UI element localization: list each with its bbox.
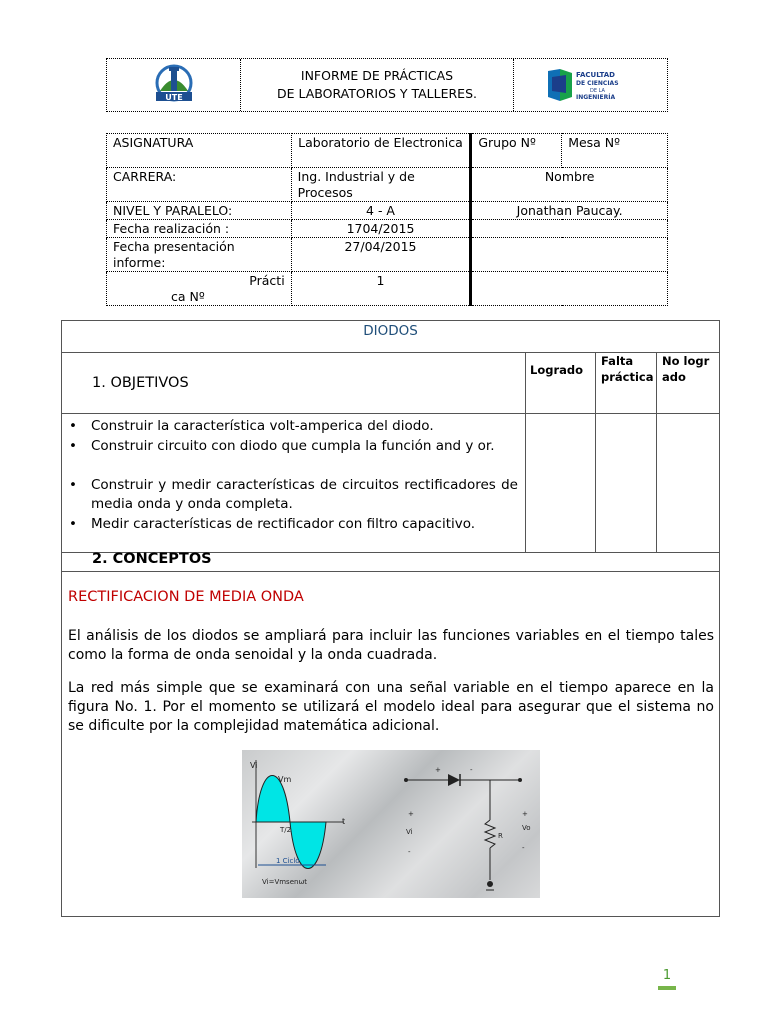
paragraph-2: La red más simple que se examinará con una señal variable en el tiempo aparece en la figura No. 1. Por el momento se utilizará el modelo ideal para asegurar que el sistema no se dificulte por la complejidad matemática adicional.: [68, 680, 714, 734]
fecha-presentacion-value: 27/04/2015: [291, 238, 471, 272]
empty-cell: [471, 238, 668, 272]
divider: [595, 352, 596, 552]
header-title: [241, 59, 514, 111]
fig-ciclo-label: 1 Ciclo: [276, 857, 300, 865]
fig-plus: +: [408, 810, 414, 818]
practica-label-line2: ca Nº: [171, 289, 205, 304]
asignatura-value: Laboratorio de Electronica: [291, 134, 471, 168]
fecha-presentacion-label: Fecha presentación informe:: [107, 238, 292, 272]
ute-logo-cell: [107, 59, 241, 111]
fig-plus: +: [522, 810, 528, 818]
header-title-line2: DE LABORATORIOS Y TALLERES.: [277, 86, 477, 101]
practica-value: 1: [291, 272, 471, 306]
objetivo-4: Medir características de rectificador con filtro capacitivo.: [91, 516, 476, 532]
objetivo-3: Construir y medir características de circuitos rectificadores de media onda y onda completa.: [91, 477, 518, 512]
faculty-logo-line3: DE LA: [589, 88, 605, 94]
asignatura-label: ASIGNATURA: [107, 134, 292, 168]
rectificacion-heading: RECTIFICACION DE MEDIA ONDA: [68, 589, 304, 605]
faculty-logo: [546, 67, 638, 103]
fig-minus: -: [522, 844, 525, 852]
fecha-realizacion-label: Fecha realización :: [107, 220, 292, 238]
page-number: 1: [662, 968, 672, 983]
bullet-icon: •: [69, 477, 77, 493]
section-title-diodos: DIODOS: [363, 323, 418, 339]
ute-logo: [148, 63, 200, 107]
empty-cell: [471, 220, 668, 238]
carrera-value: Ing. Industrial y de Procesos: [291, 168, 471, 202]
col-logrado: Logrado: [530, 363, 584, 377]
nivel-value: 4 - A: [291, 202, 471, 220]
fecha-realizacion-value: 1704/2015: [291, 220, 471, 238]
empty-cell: [471, 272, 668, 306]
grupo-label: Grupo Nº: [471, 134, 562, 168]
page-number-bar: [658, 986, 676, 990]
fig-r-label: R: [498, 832, 503, 840]
faculty-logo-line2: DE CIENCIAS: [575, 80, 619, 87]
ute-logo-text: UTE: [164, 93, 183, 102]
half-wave-figure: [242, 750, 540, 898]
conceptos-heading: 2. CONCEPTOS: [92, 551, 212, 567]
fig-minus: -: [470, 766, 473, 774]
objetivo-2: Construir circuito con diodo que cumpla la función and y or.: [91, 438, 495, 454]
practica-label: [107, 272, 292, 306]
objetivos-heading: 1. OBJETIVOS: [92, 375, 189, 391]
faculty-logo-line4: INGENIERÍA: [575, 94, 615, 101]
report-header: [106, 58, 668, 112]
faculty-logo-cell: [514, 59, 669, 111]
fig-vo-node: Vo: [522, 824, 531, 832]
divider: [62, 571, 719, 572]
fig-plus: +: [435, 766, 441, 774]
mesa-label: Mesa Nº: [562, 134, 668, 168]
col-falta-practica: Falta práctica: [601, 354, 654, 384]
fig-vi-axis: Vi: [250, 761, 258, 770]
carrera-label: CARRERA:: [107, 168, 292, 202]
paragraph-1: El análisis de los diodos se ampliará para incluir las funciones variables en el tiempo tales como la forma de onda senoidal y la onda cuadrada.: [68, 628, 714, 663]
objetivo-1: Construir la característica volt-amperica del diodo.: [91, 418, 434, 434]
nombre-label: Nombre: [471, 168, 668, 202]
divider: [656, 352, 657, 552]
header-title-line1: INFORME DE PRÁCTICAS: [300, 68, 454, 83]
fig-vi-node: Vi: [406, 828, 413, 836]
fig-vm-label: Vm: [278, 775, 292, 784]
fig-t2-label: T/2: [280, 826, 292, 834]
nivel-label: NIVEL Y PARALELO:: [107, 202, 292, 220]
practica-label-line1: Prácti: [249, 273, 285, 288]
faculty-logo-line1: FACULTAD: [575, 71, 615, 79]
nombre-value: Jonathan Paucay.: [471, 202, 668, 220]
info-table: [106, 133, 668, 306]
fig-minus: -: [408, 848, 411, 856]
bullet-icon: •: [69, 516, 77, 532]
half-wave-diagram: [242, 750, 540, 898]
fig-eq-label: Vi=Vmsenωt: [262, 878, 308, 886]
bullet-icon: •: [69, 438, 77, 454]
divider: [62, 413, 719, 414]
bullet-icon: •: [69, 418, 77, 434]
col-no-logrado: No logrado: [662, 354, 710, 384]
fig-t-label: t: [342, 817, 346, 826]
divider: [525, 352, 526, 552]
